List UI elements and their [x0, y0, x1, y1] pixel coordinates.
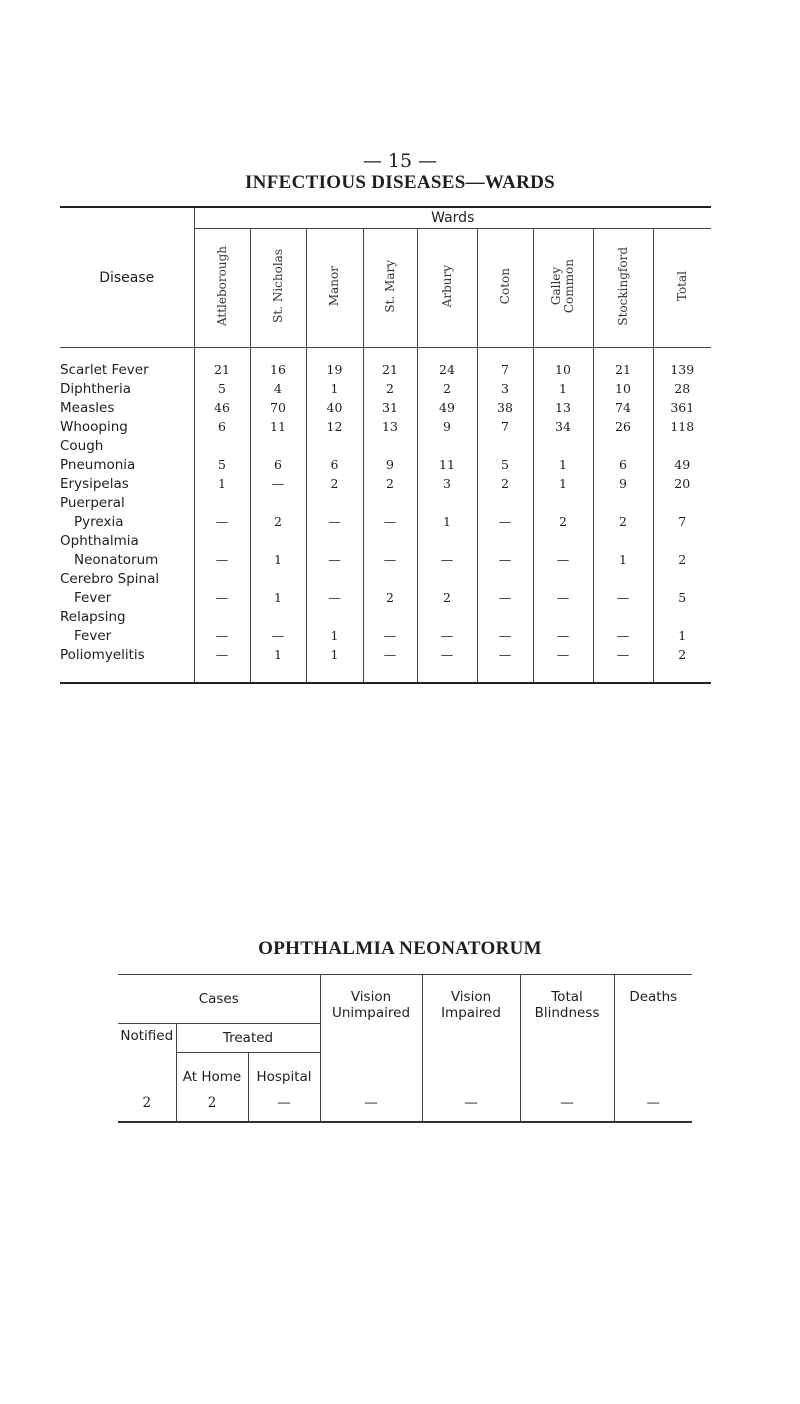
ward-count-cell: 2	[306, 474, 363, 493]
ward-count-cell: 2	[250, 512, 306, 531]
ward-count-cell: 9	[417, 417, 477, 436]
ward-column-label: Galley Common	[549, 258, 576, 314]
ward-count-cell	[417, 607, 477, 626]
ward-count-cell: 6	[306, 455, 363, 474]
table-row	[60, 474, 711, 493]
ward-count-cell: 1	[533, 455, 593, 474]
disease-name: Neonatorum	[74, 551, 159, 568]
ward-count-cell	[194, 531, 250, 550]
cases-header: Cases	[198, 991, 239, 1007]
ward-count-cell: 26	[593, 417, 653, 436]
ward-count-cell: 21	[194, 348, 250, 380]
ward-count-cell	[593, 607, 653, 626]
vision-impaired-header: Vision Impaired	[422, 975, 520, 1086]
disease-name: Ophthalmia	[60, 532, 139, 549]
ward-count-cell: 49	[653, 455, 711, 474]
ward-count-cell	[363, 436, 417, 455]
ophthalmia-neonatorum-table	[118, 974, 692, 1123]
table-row	[60, 417, 711, 436]
table-row	[60, 379, 711, 398]
ward-count-cell: —	[477, 512, 533, 531]
ward-count-cell: 1	[533, 474, 593, 493]
table-row	[60, 493, 711, 512]
ward-count-cell: —	[306, 550, 363, 569]
disease-name: Whooping	[60, 418, 128, 435]
ward-count-cell: 5	[653, 588, 711, 607]
ward-count-cell: 1	[593, 550, 653, 569]
ward-count-cell: 2	[653, 645, 711, 683]
ward-count-cell: 6	[593, 455, 653, 474]
table-row	[60, 348, 711, 380]
disease-column-header: Disease	[60, 207, 194, 348]
table-row	[60, 588, 711, 607]
wards-table-title: INFECTIOUS DISEASES—WARDS	[244, 172, 555, 193]
table-row	[60, 512, 711, 531]
ward-count-cell: 1	[250, 550, 306, 569]
table-row	[60, 398, 711, 417]
total-blindness-value: —	[520, 1085, 614, 1122]
ward-count-cell	[306, 569, 363, 588]
ophthalmia-table-title: OPHTHALMIA NEONATORUM	[258, 938, 542, 959]
ward-count-cell	[653, 569, 711, 588]
ward-count-cell: 2	[533, 512, 593, 531]
ward-count-cell: —	[533, 588, 593, 607]
ward-count-cell: 5	[477, 455, 533, 474]
disease-name: Poliomyelitis	[60, 646, 145, 663]
ward-count-cell: 13	[533, 398, 593, 417]
ward-count-cell: 10	[533, 348, 593, 380]
ward-count-cell	[194, 569, 250, 588]
ward-count-cell: —	[194, 550, 250, 569]
ward-count-cell	[306, 493, 363, 512]
ward-column-label: St. Mary	[382, 259, 397, 313]
ward-column-label: Manor	[327, 265, 341, 307]
ward-count-cell: 6	[194, 417, 250, 436]
ward-count-cell: 1	[250, 645, 306, 683]
table-row	[60, 436, 711, 455]
ward-count-cell: 1	[194, 474, 250, 493]
total-blindness-header: Total Blindness	[520, 975, 614, 1086]
ward-count-cell	[363, 569, 417, 588]
table-row	[60, 455, 711, 474]
ward-count-cell: 1	[417, 512, 477, 531]
disease-name: Measles	[60, 399, 115, 416]
ward-count-cell	[653, 531, 711, 550]
ward-count-cell	[306, 436, 363, 455]
ward-count-cell	[593, 436, 653, 455]
ward-count-cell: 3	[477, 379, 533, 398]
ward-count-cell: 6	[250, 455, 306, 474]
ward-column-header	[533, 229, 593, 348]
ward-count-cell: 20	[653, 474, 711, 493]
vision-unimpaired-value: —	[320, 1085, 422, 1122]
ward-count-cell: 74	[593, 398, 653, 417]
ward-count-cell	[194, 607, 250, 626]
disease-name: Puerperal	[60, 494, 125, 511]
table-row	[60, 550, 711, 569]
ward-count-cell: 1	[653, 626, 711, 645]
ward-count-cell	[417, 493, 477, 512]
ward-count-cell: —	[250, 474, 306, 493]
ward-count-cell: 2	[363, 588, 417, 607]
disease-name: Fever	[74, 589, 112, 606]
ward-count-cell	[306, 531, 363, 550]
ward-column-header	[194, 229, 250, 348]
ward-count-cell: 361	[653, 398, 711, 417]
ward-count-cell	[653, 607, 711, 626]
ward-count-cell: 2	[593, 512, 653, 531]
ward-count-cell: —	[306, 588, 363, 607]
ward-count-cell	[250, 569, 306, 588]
disease-name: Fever	[74, 627, 112, 644]
disease-name: Relapsing	[60, 608, 126, 625]
ward-count-cell	[477, 436, 533, 455]
ward-count-cell	[477, 607, 533, 626]
notified-value: 2	[142, 1095, 152, 1111]
ward-count-cell: 10	[593, 379, 653, 398]
ward-count-cell	[417, 531, 477, 550]
ward-count-cell: —	[194, 512, 250, 531]
ward-count-cell: —	[194, 626, 250, 645]
ward-count-cell: 19	[306, 348, 363, 380]
page-number: — 15 —	[362, 150, 438, 172]
ward-column-header	[653, 229, 711, 348]
ward-count-cell: —	[363, 645, 417, 683]
ward-count-cell	[653, 493, 711, 512]
ward-count-cell: 7	[477, 348, 533, 380]
ward-count-cell	[306, 607, 363, 626]
ward-count-cell: 24	[417, 348, 477, 380]
ward-count-cell: 2	[417, 379, 477, 398]
ward-count-cell: 5	[194, 379, 250, 398]
ward-count-cell: 49	[417, 398, 477, 417]
ward-count-cell: 3	[417, 474, 477, 493]
ward-count-cell: 11	[417, 455, 477, 474]
treated-header: Treated	[176, 1024, 320, 1053]
ward-column-label: Total	[674, 270, 689, 302]
ward-count-cell	[593, 531, 653, 550]
ward-count-cell: —	[477, 588, 533, 607]
at-home-value: 2	[176, 1085, 248, 1122]
ward-count-cell: 21	[363, 348, 417, 380]
ward-count-cell: —	[417, 645, 477, 683]
ward-count-cell: —	[363, 626, 417, 645]
ward-count-cell	[363, 531, 417, 550]
infectious-diseases-wards-table	[60, 206, 711, 684]
disease-name: Erysipelas	[60, 475, 129, 492]
ward-column-header	[363, 229, 417, 348]
ward-count-cell: —	[250, 626, 306, 645]
ward-column-header	[417, 229, 477, 348]
ward-column-header	[250, 229, 306, 348]
ward-count-cell	[593, 569, 653, 588]
ward-count-cell: —	[363, 550, 417, 569]
ward-count-cell	[533, 569, 593, 588]
table-row	[60, 569, 711, 588]
ward-count-cell	[250, 531, 306, 550]
ward-count-cell: 7	[477, 417, 533, 436]
ward-count-cell: 16	[250, 348, 306, 380]
ward-count-cell: —	[363, 512, 417, 531]
ward-count-cell	[417, 569, 477, 588]
ward-column-label: St. Nicholas	[270, 249, 285, 323]
ward-count-cell: 1	[533, 379, 593, 398]
ward-count-cell: —	[194, 645, 250, 683]
ward-count-cell: —	[593, 645, 653, 683]
ward-column-header	[477, 229, 533, 348]
ward-count-cell: 34	[533, 417, 593, 436]
ward-count-cell	[363, 493, 417, 512]
ward-count-cell: —	[477, 626, 533, 645]
ward-count-cell: 21	[593, 348, 653, 380]
ward-count-cell: 70	[250, 398, 306, 417]
wards-group-header: Wards	[194, 207, 711, 229]
ward-count-cell	[653, 436, 711, 455]
ward-count-cell	[477, 569, 533, 588]
ward-count-cell: —	[533, 626, 593, 645]
ward-count-cell: —	[194, 588, 250, 607]
ward-count-cell	[533, 607, 593, 626]
table-row	[60, 607, 711, 626]
table-row	[60, 626, 711, 645]
ward-count-cell	[363, 607, 417, 626]
ward-count-cell: 118	[653, 417, 711, 436]
ward-count-cell: —	[593, 626, 653, 645]
hospital-value: —	[248, 1085, 320, 1122]
ward-count-cell: 2	[363, 474, 417, 493]
ward-column-label: Coton	[497, 267, 512, 305]
table-row	[60, 531, 711, 550]
ward-count-cell	[250, 436, 306, 455]
hospital-header: Hospital	[248, 1053, 320, 1086]
ward-count-cell: 1	[306, 379, 363, 398]
ward-count-cell: 1	[306, 626, 363, 645]
ward-count-cell: 9	[593, 474, 653, 493]
ward-count-cell: 40	[306, 398, 363, 417]
ward-count-cell: —	[477, 550, 533, 569]
ward-count-cell: —	[477, 645, 533, 683]
ward-count-cell	[194, 436, 250, 455]
deaths-header: Deaths	[614, 975, 692, 1086]
ward-count-cell: 2	[477, 474, 533, 493]
ward-count-cell: 13	[363, 417, 417, 436]
ward-count-cell: —	[306, 512, 363, 531]
deaths-value: —	[614, 1085, 692, 1122]
ward-count-cell: 2	[417, 588, 477, 607]
ward-count-cell: 12	[306, 417, 363, 436]
ward-count-cell	[250, 493, 306, 512]
ward-count-cell: 5	[194, 455, 250, 474]
ward-count-cell	[593, 493, 653, 512]
ward-column-header	[306, 229, 363, 348]
vision-impaired-value: —	[422, 1085, 520, 1122]
vision-unimpaired-header: Vision Unimpaired	[320, 975, 422, 1086]
ward-count-cell: —	[533, 550, 593, 569]
ward-count-cell: 1	[306, 645, 363, 683]
table-row	[60, 645, 711, 683]
ward-count-cell	[417, 436, 477, 455]
ward-count-cell: 38	[477, 398, 533, 417]
disease-name: Scarlet Fever	[60, 361, 149, 378]
ward-count-cell: —	[417, 626, 477, 645]
ward-count-cell: 139	[653, 348, 711, 380]
ward-count-cell	[533, 531, 593, 550]
ward-count-cell: 46	[194, 398, 250, 417]
ward-count-cell	[477, 493, 533, 512]
ward-column-header	[593, 229, 653, 348]
ward-count-cell	[533, 436, 593, 455]
ward-count-cell: 1	[250, 588, 306, 607]
ward-count-cell: 9	[363, 455, 417, 474]
disease-name: Cerebro Spinal	[60, 570, 160, 587]
at-home-header: At Home	[176, 1053, 248, 1086]
disease-name: Pneumonia	[60, 456, 136, 473]
ward-count-cell: —	[593, 588, 653, 607]
disease-name: Diphtheria	[60, 380, 132, 397]
disease-name: Pyrexia	[74, 513, 124, 530]
ward-count-cell: 7	[653, 512, 711, 531]
ward-count-cell: 31	[363, 398, 417, 417]
ward-count-cell	[533, 493, 593, 512]
ward-count-cell	[250, 607, 306, 626]
disease-name: Cough	[60, 437, 104, 454]
ward-count-cell	[477, 531, 533, 550]
ward-count-cell	[194, 493, 250, 512]
ward-count-cell: 2	[363, 379, 417, 398]
ward-count-cell: —	[533, 645, 593, 683]
ward-column-label: Stockingford	[615, 246, 630, 326]
ward-count-cell: 2	[653, 550, 711, 569]
ward-count-cell: 28	[653, 379, 711, 398]
ward-count-cell: 11	[250, 417, 306, 436]
ward-column-label: Arbury	[439, 264, 454, 308]
notified-header: Notified	[118, 1024, 176, 1086]
ward-count-cell: 4	[250, 379, 306, 398]
ward-count-cell: —	[417, 550, 477, 569]
ward-column-label: Attleborough	[214, 245, 229, 327]
